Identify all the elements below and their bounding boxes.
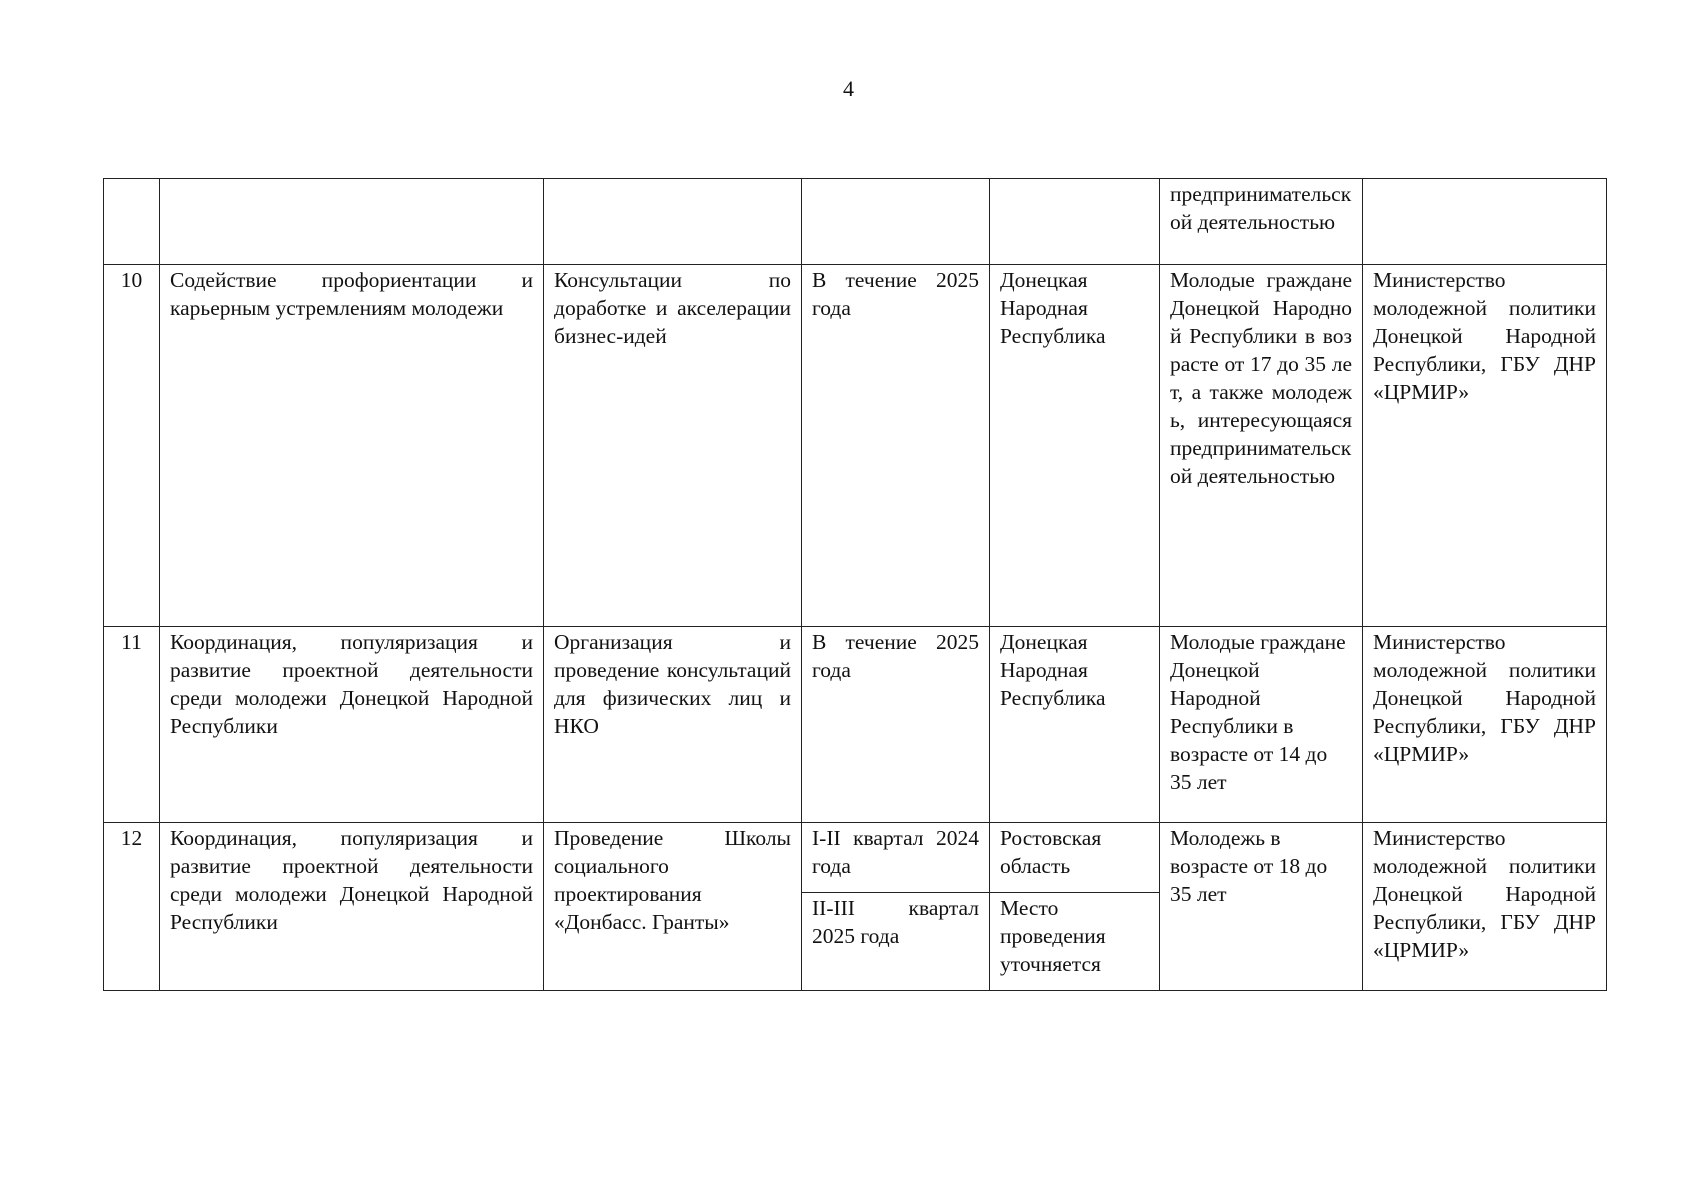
row-number: 10	[104, 265, 160, 627]
event-place	[990, 179, 1160, 265]
event-participants: предпринимательской деятельностью	[1160, 179, 1363, 265]
table-row	[104, 179, 1607, 265]
event-responsible: Министерство молодежной политики Донецкой Народной Республики, ГБУ ДНР «ЦРМИР»	[1363, 265, 1607, 627]
event-place: Ростовская область	[990, 823, 1160, 893]
table-row	[104, 627, 1607, 823]
event-participants: Молодые граждане Донецкой Народной Республики в возрасте от 17 до 35 лет, а также молодежь, интересующаяся предпринимательской деятельностью	[1160, 265, 1363, 627]
event-name: Координация, популяризация и развитие проектной деятельности среди молодежи Донецкой Народной Республики	[160, 627, 544, 823]
event-form: Консультации по доработке и акселерации бизнес-идей	[544, 265, 802, 627]
event-participants: Молодые граждане Донецкой Народной Республики в возрасте от 14 до 35 лет	[1160, 627, 1363, 823]
event-name	[160, 179, 544, 265]
event-responsible	[1363, 179, 1607, 265]
event-place: Донецкая Народная Республика	[990, 265, 1160, 627]
event-place: Место проведения уточняется	[990, 893, 1160, 991]
event-name: Содействие профориентации и карьерным устремлениям молодежи	[160, 265, 544, 627]
events-table	[103, 178, 1607, 991]
row-number: 12	[104, 823, 160, 991]
page-number: 4	[843, 76, 854, 101]
event-date: I-II квартал 2024 года	[802, 823, 990, 893]
event-participants: Молодежь в возрасте от 18 до 35 лет	[1160, 823, 1363, 991]
table-row	[104, 823, 1607, 893]
event-date	[802, 179, 990, 265]
event-name: Координация, популяризация и развитие проектной деятельности среди молодежи Донецкой Народной Республики	[160, 823, 544, 991]
event-date: II-III квартал 2025 года	[802, 893, 990, 991]
event-responsible: Министерство молодежной политики Донецкой Народной Республики, ГБУ ДНР «ЦРМИР»	[1363, 823, 1607, 991]
event-form: Организация и проведение консультаций для физических лиц и НКО	[544, 627, 802, 823]
event-responsible: Министерство молодежной политики Донецкой Народной Республики, ГБУ ДНР «ЦРМИР»	[1363, 627, 1607, 823]
table-row	[104, 265, 1607, 627]
row-number	[104, 179, 160, 265]
row-number: 11	[104, 627, 160, 823]
event-date: В течение 2025 года	[802, 265, 990, 627]
event-form: Проведение Школы социального проектирования «Донбасс. Гранты»	[544, 823, 802, 991]
event-date: В течение 2025 года	[802, 627, 990, 823]
event-place: Донецкая Народная Республика	[990, 627, 1160, 823]
event-form	[544, 179, 802, 265]
